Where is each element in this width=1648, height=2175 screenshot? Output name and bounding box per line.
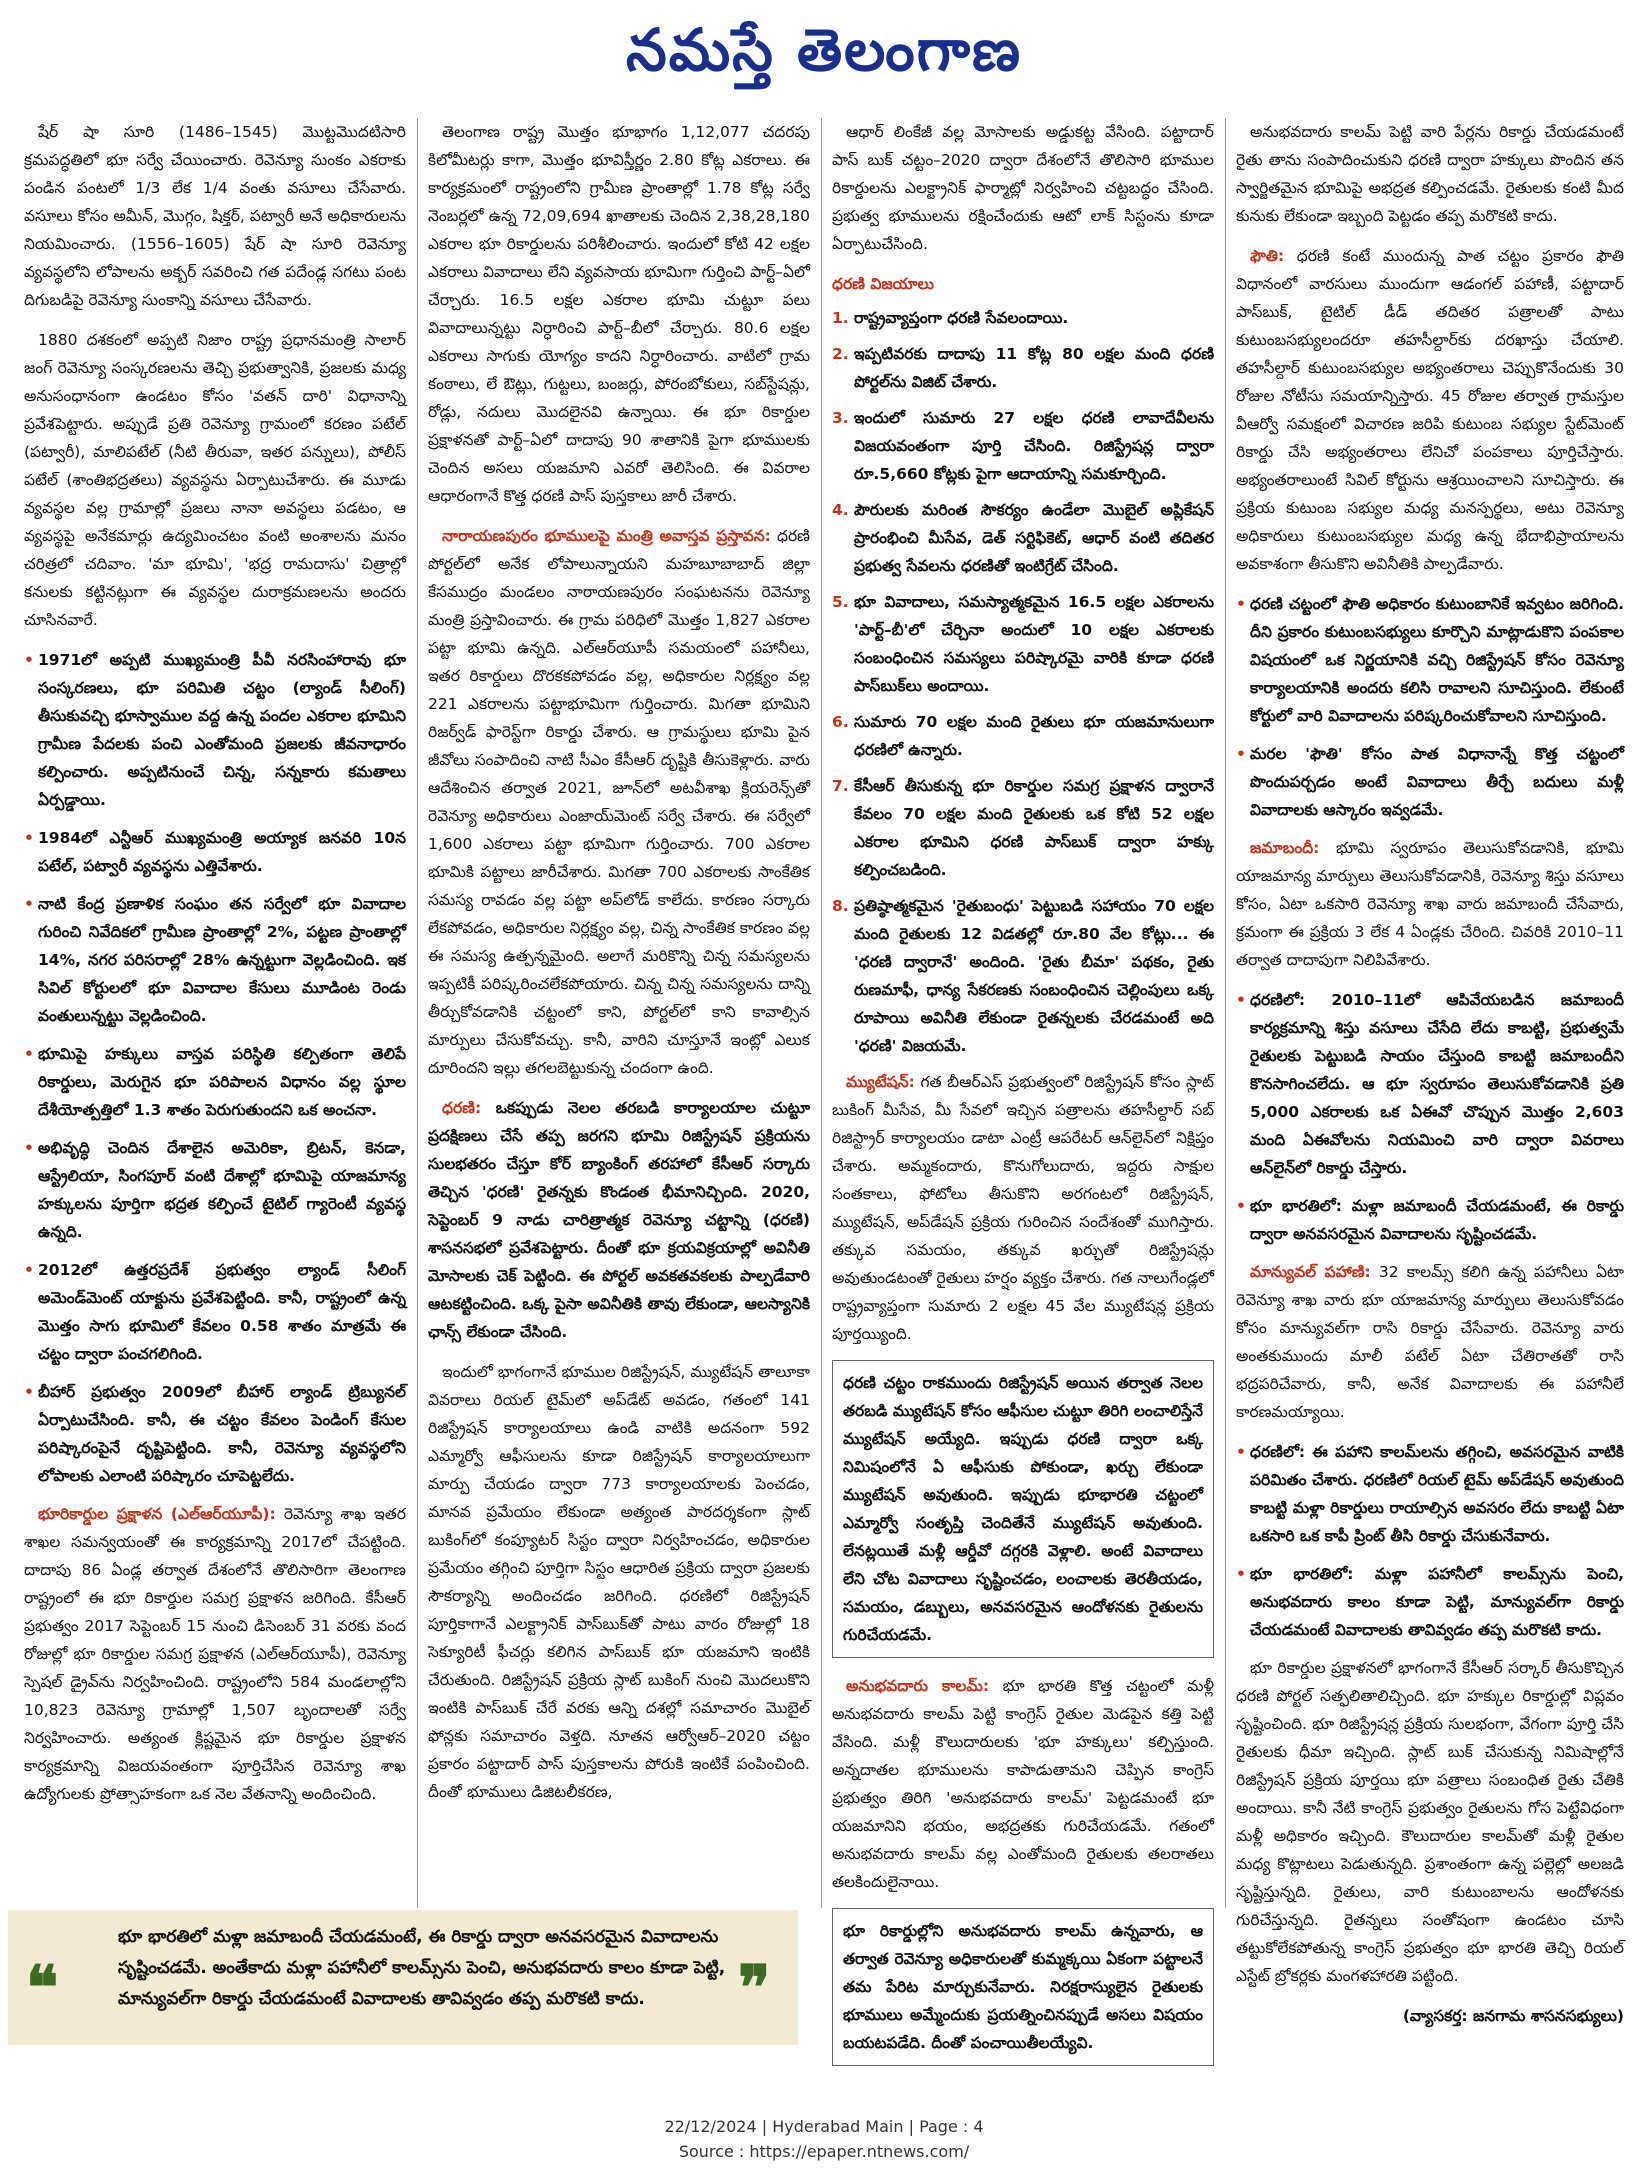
- paragraph: ఇందులో భాగంగానే భూముల రిజిస్ట్రేషన్, మ్యుటేషన్ తాలూకా వివరాలు రియల్ టైమ్‌లో అప్‌డేట్ అవడం, గతంలో 141 రిజిస్ట్రేషన్ కార్యాలయాలు ఉండి వాటికి అదనంగా 592 ఎమ్మార్వో ఆఫీసులను కూడా రిజిస్ట్రేషన్ కార్యాలయాలుగా మార్పు చేయడం ద్వారా 773 కార్యాలయాలకు పెంచడం, మానవ ప్రమేయం లేకుండా అత్యంత పారదర్శకంగా స్లాట్ బుకింగ్‌లో కంప్యూటర్ సిస్టం ద్వారా నిర్వహించడం, అధికారుల ప్రమేయం తగ్గించి పూర్తిగా సిస్టం ఆధారిత ప్రక్రియ ద్వారా ప్రజలకు సౌకర్యాన్ని అందించడం జరిగింది. ధరణిలో రిజిస్ట్రేషన్ పూర్తికాగానే ఎలక్ట్రానిక్ పాస్‌బుక్‌తో పాటు వారం రోజుల్లో 18 సెక్యూరిటీ ఫీచర్లు కలిగిన పాస్‌బుక్ భూ యజమాని ఇంటికి చేరుతుంది. రిజిస్ట్రేషన్ ప్రక్రియ స్లాట్ బుకింగ్ నుంచి మొదలుకొని ఇంటికి పాస్‌బుక్ చేరే వరకు ఆన్ని దశల్లో సమాచారం మొబైల్ ఫోన్లకు సమాచారం వెళ్తది. నూతన ఆర్వోఆర్–2020 చట్టం ప్రకారం పట్టాదార్ పాస్ పుస్తకాలను పోరుకి ఇంటికే పంపించింది. దీంతో భూములు డిజిటలీకరణ,: [428, 1363, 810, 1801]
- list-item: [832, 892, 1214, 1060]
- section-heading: మాన్యువల్ పహాణి:: [1250, 1263, 1371, 1281]
- paragraph: [1236, 1258, 1624, 1426]
- close-quote-icon: ❞: [738, 1953, 771, 2023]
- list-item: [832, 304, 1214, 332]
- paragraph-text: ధరణి పోర్టల్‌లో అనేక లోపాలున్నాయని మహబూబాబాద్ జిల్లా కేసముద్రం మండలం నారాయణపురం సంఘటనను రెవెన్యూ మంత్రి ప్రస్తావించారు. ఈ గ్రామ పరిధిలో మొత్తం 1,827 ఎకరాల పట్టా భూమి ఉన్నది. ఎల్ఆర్‌యూపీ సమయంలో పహానీలు, ఇతర రికార్డులు దొరకకపోవడం వల్ల, అధికారుల నిర్లక్ష్యం వల్ల 221 ఎకరాలను పట్టాభూమిగా గుర్తించారు. మిగతా భూమిని రిజర్వ్‌డ్ ఫారెస్ట్‌గా రికార్డు చేశారు. ఆ గ్రామస్థులు భూమి పైన జీవోలు సంపాదించి నాటి సీఎం కేసీఆర్ దృష్టికి తీసుకెళ్లారు. వారు ఆదేశించిన తర్వాత 2021, జూన్‌లో అటవీశాఖ క్లియరెన్స్‌తో రెవెన్యూ అధికారులు ఎంజాయ్‌మెంట్ సర్వే చేశారు. ఈ సర్వేలో 1,600 ఎకరాలు పట్టా భూమిగా గుర్తించారు. 700 ఎకరాల భూమికి పట్టాలు జారీచేశారు. మిగతా 700 ఎకరాలకు సాంకేతిక సమస్య రావడం వల్ల పట్టా అప్‌లోడ్ కాలేదు. కారణం సర్కారు లేకపోవడం, అధికారుల నిర్లక్ష్యం వల్ల, చిన్న సాంకేతిక కారణం వల్ల ఈ సమస్య ఉత్పన్నమైంది. అలాగే మరికొన్ని చిన్న సమస్యలను ఇప్పటికీ పరిష్కరించలేకపోయారు. చిన్న చిన్న సమస్యలను దాన్ని తీర్చుకోవడానికి చట్టంలో కాని, పోర్టల్‌లో కాని కావాల్సిన మార్పులు చేసుకోవచ్చు. కానీ, వారిని చూస్తూనే ఇంట్లో ఎలుక దూరిందని ఇల్లు తగలబెట్టుకున్న చందంగా ఉంది.: [428, 527, 810, 1077]
- bullet-point: • మరల 'ఫౌతి' కోసం పాత విధానాన్నే కొత్త చట్టంలో పొందుపర్చడం అంటే వివాదాలు తీర్చే బదులు మళ్లీ వివాదాలకు ఆస్కారం ఇవ్వడమే.: [1236, 740, 1624, 824]
- bullet-point: • ధరణిలో: 2010–11లో ఆపివేయబడిన జమాబందీ కార్యక్రమాన్ని శిస్తు వసూలు చేసేది లేదు కాబట్టి, ప్రభుత్వమే రైతులకు పెట్టుబడి సాయం చేస్తుంది కాబట్టి జమాబందీని కొనసాగించలేదు. ఆ భూ స్వరూపం తెలుసుకోవడానికి ప్రతి 5,000 ఎకరాలకు ఒక ఏఈవో చొప్పున మొత్తం 2,603 మంది ఏఈవోలను నియమించి వారి ద్వారా వివరాలు ఆన్‌లైన్‌లో రికార్డు చేస్తారు.: [1236, 986, 1624, 1182]
- highlight-box: భూ రికార్డుల్లోని అనుభవదారు కాలమ్ ఉన్నవారు, ఆ తర్వాత రెవెన్యూ అధికారులతో కుమ్మక్కయి ఏకంగా పట్టాలనే తమ పేరిట మార్చుకునేవారు. నిరక్షరాస్యులైన రైతులకు భూములు అమ్మేందుకు ప్రయత్నించినప్పుడే అసలు విషయం బయటపడేది. దీంతో పంచాయితీలయ్యేవి.: [832, 1908, 1214, 2066]
- list-number: 5.: [832, 593, 849, 611]
- source-link[interactable]: Source : https://epaper.ntnews.com/: [678, 2142, 970, 2161]
- highlight-box: ధరణి చట్టం రాకముందు రిజిస్ట్రేషన్ అయిన తర్వాత నెలల తరబడి మ్యుటేషన్ కోసం ఆఫీసుల చుట్టూ తిరిగి లంచాలిస్తేనే మ్యుటేషన్ అయ్యేది. ఇప్పుడు ధరణి ద్వారా ఒక్క నిమిషంలోనే ఏ ఆఫీసుకు పోకుండా, ఖర్చు లేకుండా మ్యుటేషన్ అవుతుంది. ఇప్పుడు భూభారతి చట్టంలో ఎమ్మార్వో సంతృప్తి చెందితేనే మ్యుటేషన్ అవుతుంది. లేనట్లయితే మళ్లీ ఆర్డీవో దగ్గరకి వెళ్లాలి. అంటే వివాదాలు లేని చోట వివాదాలు సృష్టించడం, లంచాలకు తెరతీయడం, సమయం, డబ్బులు, అనవసరమైన ఆందోళనకు రైతులను గురిచేయడమే.: [832, 1360, 1214, 1658]
- list-item-text: ఇందులో సుమారు 27 లక్షల ధరణి లావాదేవీలను విజయవంతంగా పూర్తి చేసింది. రిజిస్ట్రేషన్ల ద్వారా రూ.5,660 కోట్లకు పైగా ఆదాయాన్ని సమకూర్చింది.: [854, 409, 1214, 483]
- paragraph-text: భూ భారతి కొత్త చట్టంలో మళ్లీ అనుభవదారు కాలమ్ పెట్టి కాంగ్రెస్ రైతుల మెడపైన కత్తి పెట్టి వేసింది. మళ్లీ కౌలుదారులకు 'భూ హక్కులు' కల్పిస్తుంది. అన్నదాతల భూములను కాపాడుతామని చెప్పిన కాంగ్రెస్ ప్రభుత్వం తిరిగి 'అనుభవదారు కాలమ్' పెట్టడమంటే భూ యజమానిని భయం, అభద్రతకు గురిచేయడమే. గతంలో అనుభవదారు కాలమ్ వల్ల ఎంతోమంది రైతులకు తలరాతలు తలకిందులైనాయి.: [832, 1677, 1214, 1891]
- list-number: 8.: [832, 897, 849, 915]
- column-1: [24, 118, 406, 1908]
- list-item: [832, 404, 1214, 488]
- bullet-point: • 1971లో అప్పటి ముఖ్యమంత్రి పీవీ నరసింహారావు భూ సంస్కరణలు, భూ పరిమితి చట్టం (ల్యాండ్ సీలింగ్) తీసుకువచ్చి భూస్వాముల వద్ద ఉన్న పందల ఎకరాల భూమిని గ్రామీణ పేదలకు పంచి ఎంతోమంది ప్రజలకు జీవనాధారం కల్పించారు. అప్పటినుంచే చిన్న, సన్నకారు కమతాలు ఏర్పడ్డాయి.: [24, 646, 406, 814]
- section-heading: ఫౌతి:: [1250, 247, 1285, 265]
- edition-info: 22/12/2024 | Hyderabad Main | Page : 4: [664, 2117, 984, 2136]
- section-heading: జమాబందీ:: [1250, 839, 1320, 857]
- paragraph-text: ఒకప్పుడు నెలల తరబడి కార్యాలయాల చుట్టూ ప్రదక్షిణలు చేసే తప్ప జరగని భూమి రిజిస్ట్రేషన్ ప్రక్రియను సులభతరం చేస్తూ కోర్ బ్యాంకింగ్ తరహాలో కేసీఆర్ సర్కారు తెచ్చిన 'ధరణి' రైతన్నకు కొండంత భీమానిచ్చింది. 2020, సెప్టెంబర్ 9 నాడు చారిత్రాత్మక రెవెన్యూ చట్టాన్ని (ధరణి) శాసనసభలో ప్రవేశపెట్టారు. దీంతో భూ క్రయవిక్రయాల్లో అవినీతి మోసాలకు చెక్ పెట్టింది. ఈ పోర్టల్ అవకతవకలకు పాల్పడేవారి ఆటకట్టించింది. ఒక్క పైసా అవినీతికి తావు లేకుండా, ఆలస్యానికి ఛాన్స్ లేకుండా చేసింది.: [428, 1099, 810, 1341]
- paragraph: [428, 1094, 810, 1346]
- list-item: [832, 340, 1214, 396]
- list-item-text: రాష్ట్రవ్యాప్తంగా ధరణి సేవలందాయి.: [854, 309, 1069, 327]
- paragraph: [428, 522, 810, 1082]
- bullet-point: • భూ భారతిలో: మళ్లా పహానీలో కాలమ్స్‌ను పెంచి, అనుభవదారు కాలం కూడా పెట్టి, మాన్యువల్‌గా రికార్డు చేయడమంటే వివాదాలకు తావివ్వడం తప్ప మరొకటి కాదు.: [1236, 1560, 1624, 1644]
- paragraph: షేర్ షా సూరి (1486–1545) మొట్టమొదటిసారి క్రమపద్ధతిలో భూ సర్వే చేయించారు. రెవెన్యూ సుంకం ఎకరాకు పండిన పంటలో 1/3 లేక 1/4 వంతు వసూలు చేసేవారు. వసూలు కోసం అమీన్, మొగ్గం, షిక్తర్, పట్వారీ అనే అధికారులను నియమించారు. (1556–1605) షేర్ షా సూరి రెవెన్యూ వ్యవస్థలోని లోపాలను అక్బర్ సవరించి గత పదేండ్ల సగటు పంట దిగుబడిపై రెవెన్యూ సుంకాన్ని వసూలు చేసేవారు.: [24, 123, 406, 309]
- section-heading: ధరణి విజయాలు: [832, 275, 934, 293]
- list-item: [832, 496, 1214, 580]
- paragraph: ఆధార్ లింకేజీ వల్ల మోసాలకు అడ్డుకట్ట వేసింది. పట్టాదార్ పాస్ బుక్ చట్టం–2020 ద్వారా దేశంలోనే తొలిసారి భూముల రికార్డులను ఎలక్ట్రానిక్ ఫార్మాట్లో నిర్వహించి చట్టబద్ధం చేసింది. ప్రభుత్వ భూములను రక్షించేందుకు ఆటో లాక్ సిస్టంను కూడా ఏర్పాటుచేసింది.: [832, 123, 1214, 253]
- author-byline: (వ్యాసకర్త: జనగామ శాసనసభ్యులు): [1402, 2007, 1624, 2025]
- column-divider: [1225, 118, 1226, 1908]
- paragraph: [832, 1672, 1214, 1896]
- list-item-text: కేసీఆర్ తీసుకున్న భూ రికార్డుల సమగ్ర ప్రక్షాళన ద్వారానే కేవలం 70 లక్షల మంది రైతులకు ఒక కోటి 52 లక్షల ఎకరాల భూమిని ధరణి పాస్‌బుక్ ద్వారా హక్కు కల్పించబడింది.: [854, 777, 1214, 879]
- bullet-point: • భూమిపై హక్కులు వాస్తవ పరిస్థితి కల్పితంగా తెలిపే రికార్డులు, మెరుగైన భూ పరిపాలన విధానం వల్ల స్థూల దేశీయోత్పత్తిలో 1.3 శాతం పెరుగుతుందని ఒక అంచనా.: [24, 1040, 406, 1124]
- list-number: 6.: [832, 713, 849, 731]
- paragraph: [832, 1068, 1214, 1348]
- section-heading: మ్యుటేషన్:: [846, 1073, 915, 1091]
- paragraph-text: 32 కాలమ్స్ కలిగి ఉన్న పహానీలు ఏటా రెవెన్యూ శాఖ వారు భూ యాజమాన్య మార్పులు తెలుసుకోవడం కోసం మాన్యువల్‌గా రాసి రికార్డు చేసేవారు. రెవెన్యూ వారు అంతకుముందు మాలీ పటేల్ ఏటా చేతిరాతతో రాసి భద్రపరిచేవారు, కానీ, అనేక వివాదాలకు ఈ పహానీలే కారణమయ్యాయి.: [1236, 1263, 1625, 1421]
- masthead: [0, 0, 1648, 100]
- paragraph: 1880 దశకంలో అప్పటి నిజాం రాష్ట్ర ప్రధానమంత్రి సాలార్ జంగ్ రెవెన్యూ సంస్కరణలను తెచ్చి ప్రభుత్వానికి, ప్రజలకు మధ్య అనుసంధానంగా ఉండటం కోసం 'వతన్ దారి' విధానాన్ని ప్రవేశపెట్టారు. అప్పుడే ప్రతి రెవెన్యూ గ్రామంలో కరణం పటేల్ (పట్వారీ), మాలిపటేల్ (నీటి తీరువా, ఇతర పన్నులు), పోలీస్ పటేల్ (శాంతిభద్రతలు) వ్యవస్థను ఏర్పాటుచేశారు. ఈ మూడు వ్యవస్థల వల్ల గ్రామాల్లో ప్రజలు నానా అవస్థలు పడటం, ఆ వ్యవస్థపై అనేకమార్లు ఉద్యమించటం వంటి అంశాలను మనం చరిత్రలో చదివాం. 'మా భూమి', 'భద్ర రామదాసు' చిత్రాల్లో కనులకు కట్టినట్లుగా ఈ వ్యవస్థల దురాక్రమణలను అందరు చూసినవారే.: [24, 331, 406, 629]
- list-item-text: ప్రతిష్ఠాత్మకమైన 'రైతుబంధు' పెట్టుబడి సహాయం 70 లక్షల మంది రైతులకు 12 విడతల్లో రూ.80 వేల కోట్లు... ఈ 'ధరణి ద్వారానే' అందింది. 'రైతు బీమా' పథకం, రైతు రుణమాఫీ, ధాన్య సేకరణకు సంబంధించిన చెల్లింపులు ఒక్క రూపాయి అవినీతి లేకుండా రైతన్నలకు చేరడమంటే అది 'ధరణి' విజయమే.: [854, 897, 1214, 1055]
- column-4: [1236, 118, 1625, 2025]
- list-item-text: పౌరులకు మరింత సౌకర్యం ఉండేలా మొబైల్ అప్లికేషన్ ప్రారంభించి మీసేవ, డెత్ సర్టిఫికెట్, ఆధార్ వంటి తదితర ప్రభుత్వ సేవలను ధరణితో ఇంటిగ్రేట్ చేసింది.: [854, 501, 1214, 575]
- section-heading: ధరణి:: [442, 1099, 482, 1117]
- list-item: [832, 588, 1214, 700]
- pull-quote-text: భూ భారతిలో మళ్లా జమాబందీ చేయడమంటే, ఈ రికార్డు ద్వారా అనవసరమైన వివాదాలను సృష్టించడమే. అంతేకాదు మళ్లా పహానీలో కాలమ్స్‌ను పెంచి, అనుభవదారు కాలం కూడా పెట్టి, మాన్యువల్‌గా రికార్డు చేయడమంటే వివాదాలకు తావివ్వడం తప్ప మరొకటి కాదు.: [118, 1927, 726, 2009]
- paragraph-text: గత బీఆర్ఎస్ ప్రభుత్వంలో రిజిస్ట్రేషన్ కోసం స్లాట్ బుకింగ్ మీసేవ, మీ సేవలో ఇచ్చిన పత్రాలను తహసీల్దార్ సబ్ రిజిస్ట్రార్ కార్యాలయం డాటా ఎంట్రీ ఆపరేటర్ ఆన్‌లైన్‌లో నిక్షిప్తం చేశారు. అమ్మకందారు, కొనుగోలుదారు, ఇద్దరు సాక్షుల సంతకాలు, ఫోటోలు తీసుకొని అరగంటలో రిజిస్ట్రేషన్, మ్యుటేషన్, అప్‌డేషన్ ప్రక్రియ గురించిన సందేశంతో ముగిస్తారు. తక్కువ సమయం, తక్కువ ఖర్చుతో రిజిస్ట్రేషన్లు అవుతుండటంతో రైతులు హర్షం వ్యక్తం చేశారు. గత నాలుగేండ్లలో రాష్ట్రవ్యాప్తంగా సుమారు 2 లక్షల 45 వేల మ్యుటేషన్ల ప్రక్రియ పూర్తయ్యింది.: [832, 1073, 1214, 1343]
- list-number: 4.: [832, 501, 849, 519]
- newspaper-title: నమస్తే తెలంగాణ: [626, 16, 1022, 84]
- list-number: 2.: [832, 345, 849, 363]
- list-number: 3.: [832, 409, 849, 427]
- paragraph: తెలంగాణ రాష్ట్ర మొత్తం భూభాగం 1,12,077 చదరపు కిలోమీటర్లు కాగా, మొత్తం భూవిస్తీర్ణం 2.80 కోట్ల ఎకరాలు. ఈ కార్యక్రమంలో రాష్ట్రంలోని గ్రామీణ ప్రాంతాల్లో 1.78 కోట్ల సర్వే నెంబర్లలో ఉన్న 72,09,694 ఖాతాలకు చెందిన 2,38,28,180 ఎకరాల భూ రికార్డులను పరిశీలించారు. ఇందులో కోటి 42 లక్షల ఎకరాలు వివాదాలు లేని వ్యవసాయ భూమిగా గుర్తించి పార్ట్–ఏలో చేర్చారు. 16.5 లక్షల ఎకరాల భూమి చుట్టూ పలు వివాదాలున్నట్టు నిర్ధారించి పార్ట్–బీలో చేర్చారు. 80.6 లక్షల ఎకరాలు సాగుకు యోగ్యం కాదని నిర్ధారించారు. వాటిలో గ్రామ కంఠాలు, లే ఔట్లు, గుట్టలు, బంజర్లు, పోరంబోకులు, సబ్‌స్టేషన్లు, రోడ్లు, నదులు మొదలైనవి ఉన్నాయి. ఈ భూ రికార్డుల ప్రక్షాళనతో పార్ట్–ఏలో దాదాపు 90 శాతానికి పైగా భూములకు చెందిన అసలు యజమాని ఎవరో తెలిసింది. ఈ వివరాల ఆధారంగానే కొత్త ధరణి పాస్ పుస్తకాలు జారీ చేశారు.: [428, 123, 810, 505]
- column-divider: [417, 118, 418, 1908]
- bullet-point: • బీహార్ ప్రభుత్వం 2009లో బీహార్ ల్యాండ్ ట్రిబ్యునల్ ఏర్పాటుచేసింది. కానీ, ఈ చట్టం కేవలం పెండింగ్ కేసుల పరిష్కారంపైనే దృష్టిపెట్టింది. కానీ, రెవెన్యూ వ్యవస్థలోని లోపాలకు ఎలాంటి పరిష్కారం చూపెట్టలేదు.: [24, 1378, 406, 1490]
- column-divider: [821, 118, 822, 1908]
- pull-quote: [8, 1910, 798, 2045]
- paragraph-text: ధరణి కంటే ముందున్న పాత చట్టం ప్రకారం ఫౌతి విధానంలో వారసులు ముందుగా ఆడంగల్ పహాణీ, పట్టాదార్ పాస్‌బుక్, టైటిల్ డీడ్ తదితర పత్రాలతో పాటు కుటుంబసభ్యులందరూ తహసీల్దార్‌కు దరఖాస్తు చేయాలి. తహసీల్దార్ కుటుంబసభ్యుల అభ్యంతరాలు చెప్పుకొనేందుకు 30 రోజుల నోటీసు సమయాన్నిస్తారు. 45 రోజుల తర్వాత గ్రామస్తుల వీఆర్వో సమక్షంలో విచారణ జరిపి కుటుంబ సభ్యుల స్టేట్‌మెంట్ రికార్డు చేసి అభ్యంతరాలు లేనిచో పంపకాలు పూర్తిచేస్తారు. అభ్యంతరాలుంటే సివిల్ కోర్టును ఆశ్రయించాలని సూచిస్తారు. ఈ ప్రక్రియ కుటుంబ సభ్యుల మధ్య మనస్పర్థలు, అటు రెవెన్యూ అధికారులు కుటుంబసభ్యుల మధ్య ఉన్న భేదాభిప్రాయాలను అవకాశంగా తీసుకొని అవినీతికి పాల్పడేవారు.: [1236, 247, 1624, 573]
- list-number: 1.: [832, 309, 849, 327]
- list-item: [832, 772, 1214, 884]
- bullet-point: • ధరణిలో: ఈ పహాని కాలమ్‌లను తగ్గించి, అవసరమైన వాటికి పరిమితం చేశారు. ధరణిలో రియల్ టైమ్ అప్‌డేషన్ అవుతుంది కాబట్టి మళ్లా రికార్డులు రాయాల్సిన అవసరం లేదు కాబట్టి ఏటా ఒకసారి ఒక కాపీ ప్రింట్ తీసి రికార్డు చేసుకునేవారు.: [1236, 1438, 1624, 1550]
- open-quote-icon: ❝: [26, 1953, 59, 2023]
- section-heading: అనుభవదారు కాలమ్:: [846, 1677, 990, 1695]
- paragraph: [1236, 834, 1624, 974]
- section-heading: నారాయణపురం భూములపై మంత్రి అవాస్తవ ప్రస్తావన:: [442, 527, 771, 545]
- column-2: [428, 118, 810, 1908]
- bullet-point: • భూ భారతిలో: మళ్లా జమాబందీ చేయడమంటే, ఈ రికార్డు ద్వారా అనవసరమైన వివాదాలను సృష్టించడమే.: [1236, 1192, 1624, 1248]
- bullet-point: • ధరణి చట్టంలో ఫౌతి అధికారం కుటుంబానికే ఇవ్వటం జరిగింది. దీని ప్రకారం కుటుంబసభ్యులు కూర్చొని మాట్లాడుకొని పంపకాల విషయంలో ఒక నిర్ణయానికి వచ్చి రిజిస్ట్రేషన్ కోసం రెవెన్యూ కార్యాలయానికి అందరు కలిసి రావాలని సూచిస్తుంది. లేకుంటే కోర్టులో వారి వివాదాలను పరిష్కరించుకోవాలని సూచిస్తుంది.: [1236, 590, 1624, 730]
- paragraph-text: భూమి స్వరూపం తెలుసుకోవడానికి, భూమి యాజమాన్య మార్పులు తెలుసుకోవడానికి, రెవెన్యూ శిస్తు వసూలు కోసం, ఏటా ఒకసారి రెవెన్యూ శాఖ వారు జమాబందీ చేసేవారు, క్రమంగా ఈ ప్రక్రియ 3 లేక 4 ఏండ్లకు చేరింది. చివరికి 2010–11 తర్వాత దాదాపుగా నిలిపివేశారు.: [1236, 839, 1624, 969]
- bullet-point: • 1984లో ఎన్టీఆర్ ముఖ్యమంత్రి అయ్యాక జనవరి 10న పటేల్, పట్వారీ వ్యవస్థను ఎత్తివేశారు.: [24, 824, 406, 880]
- section-heading: భూరికార్డుల ప్రక్షాళన (ఎల్ఆర్‌యూపీ):: [38, 1505, 276, 1523]
- list-item-text: ఇప్పటివరకు దాదాపు 11 కోట్ల 80 లక్షల మంది ధరణి పోర్టల్‌ను విజిట్ చేశారు.: [854, 345, 1214, 391]
- paragraph: [1236, 242, 1624, 578]
- bullet-point: • 2012లో ఉత్తరప్రదేశ్ ప్రభుత్వం ల్యాండ్ సీలింగ్ అమెండ్‌మెంట్ యాక్టును ప్రవేశపెట్టింది. కానీ, రాష్ట్రంలో ఉన్న మొత్తం సాగు భూమిలో కేవలం 0.58 శాతం మాత్రమే ఈ చట్టం ద్వారా పంచగలిగింది.: [24, 1256, 406, 1368]
- paragraph-text: రెవెన్యూ శాఖ ఇతర శాఖల సమన్వయంతో ఈ కార్యక్రమాన్ని 2017లో చేపట్టింది. దాదాపు 86 ఏండ్ల తర్వాత దేశంలోనే తొలిసారిగా తెలంగాణ రాష్ట్రంలో ఈ భూ రికార్డుల సమగ్ర ప్రక్షాళన జరిగింది. కేసీఆర్ ప్రభుత్వం 2017 సెప్టెంబర్ 15 నుంచి డిసెంబర్ 31 వరకు వంద రోజుల్లో భూ రికార్డుల సమగ్ర ప్రక్షాళన (ఎల్ఆర్‌యూపీ), రెవెన్యూ స్పెషల్ డ్రైవ్‌ను నిర్వహించింది. రాష్ట్రంలోని 584 మండలాల్లోని 10,823 రెవెన్యూ గ్రామాల్లో 1,507 బృందాలతో సర్వే నిర్వహించారు. అత్యంత క్లిష్టమైన భూ రికార్డుల ప్రక్షాళన కార్యక్రమాన్ని విజయవంతంగా పూర్తిచేసిన రెవెన్యూ శాఖ ఉద్యోగులకు ప్రోత్సాహకంగా ఒక నెల వేతనాన్ని అందించింది.: [24, 1505, 407, 1803]
- paragraph: భూ రికార్డుల ప్రక్షాళనలో భాగంగానే కేసీఆర్ సర్కార్ తీసుకొచ్చిన ధరణి పోర్టల్ సత్ఫలితాలిచ్చింది. భూ హక్కుల రికార్డుల్లో విప్లవం సృష్టించింది. భూ రిజిస్ట్రేషన్ల ప్రక్రియ సులభంగా, వేగంగా పూర్తి చేసి రైతులకు ధీమా ఇచ్చింది. స్లాట్ బుక్ చేసుకున్న నిమిషాల్లోనే రిజిస్ట్రేషన్ ప్రక్రియ పూర్తయి భూ పత్రాలు సంబంధిత రైతు చేతికి అందాయి. కానీ నేటి కాంగ్రెస్ ప్రభుత్వం రైతులను గోస పెట్టేవిధంగా మళ్లీ అధికారం ఇచ్చింది. కౌలుదారుల కాలమ్‌తో మళ్లీ రైతుల మధ్య కొట్లాటలు పెడుతున్నది. ప్రశాంతంగా ఉన్న పల్లెల్లో అలజడి సృష్టిస్తున్నది. రైతులు, వారి కుటుంబాలను ఆందోళనకు గురిచేస్తున్నది. రైతన్నలు సంతోషంగా ఉండటం చూసి తట్టుకోలేకపోతున్న కాంగ్రెస్ ప్రభుత్వం భూ భారతి తెచ్చి రియల్ ఎస్టేట్ బ్రోకర్లకు మంగళహారతి పట్టింది.: [1236, 1659, 1624, 1985]
- list-item: [832, 708, 1214, 764]
- bullet-point: • నాటి కేంద్ర ప్రణాళిక సంఘం తన సర్వేలో భూ వివాదాల గురించి నివేదికలో గ్రామీణ ప్రాంతాల్లో 2%, పట్టణ ప్రాంతాల్లో 14%, నగర పరిసరాల్లో 28% ఉన్నట్టుగా వెల్లడించింది. ఇక సివిల్ కోర్టులలో భూ వివాదాల కేసులు మూడింట రెండు వంతులున్నట్టు వెల్లడించింది.: [24, 890, 406, 1030]
- list-item-text: భూ వివాదాలు, సమస్యాత్మకమైన 16.5 లక్షల ఎకరాలను 'పార్ట్–బీ'లో చేర్చినా అందులో 10 లక్షల ఎకరాలకు సంబంధించిన సమస్యలు పరిష్కారమై వారికి కూడా ధరణి పాస్‌బుక్‌లు అందాయి.: [854, 593, 1214, 695]
- list-number: 7.: [832, 777, 849, 795]
- paragraph: అనుభవదారు కాలమ్ పెట్టి వారి పేర్లను రికార్డు చేయడమంటే రైతు తాను సంపాదించుకుని ధరణి ద్వారా హక్కులు పొందిన తన స్వార్జితమైన భూమిపై అభద్రత కల్పించడమే. రైతులకు కంటి మీద కునుకు లేకుండా ఇబ్బంది పెట్టడం తప్ప మరొకటి కాదు.: [1236, 123, 1624, 225]
- column-3: [832, 118, 1214, 2052]
- bullet-point: • అభివృద్ధి చెందిన దేశాలైన అమెరికా, బ్రిటన్, కెనడా, ఆస్ట్రేలియా, సింగపూర్ వంటి దేశాల్లో భూమిపై యాజమాన్య హక్కులను పూర్తిగా భద్రత కల్పించే టైటిల్ గ్యారెంటీ వ్యవస్థ ఉన్నది.: [24, 1134, 406, 1246]
- list-item-text: సుమారు 70 లక్షల మంది రైతులు భూ యజమానులుగా ధరణిలో ఉన్నారు.: [854, 713, 1214, 759]
- paragraph: [24, 1500, 406, 1808]
